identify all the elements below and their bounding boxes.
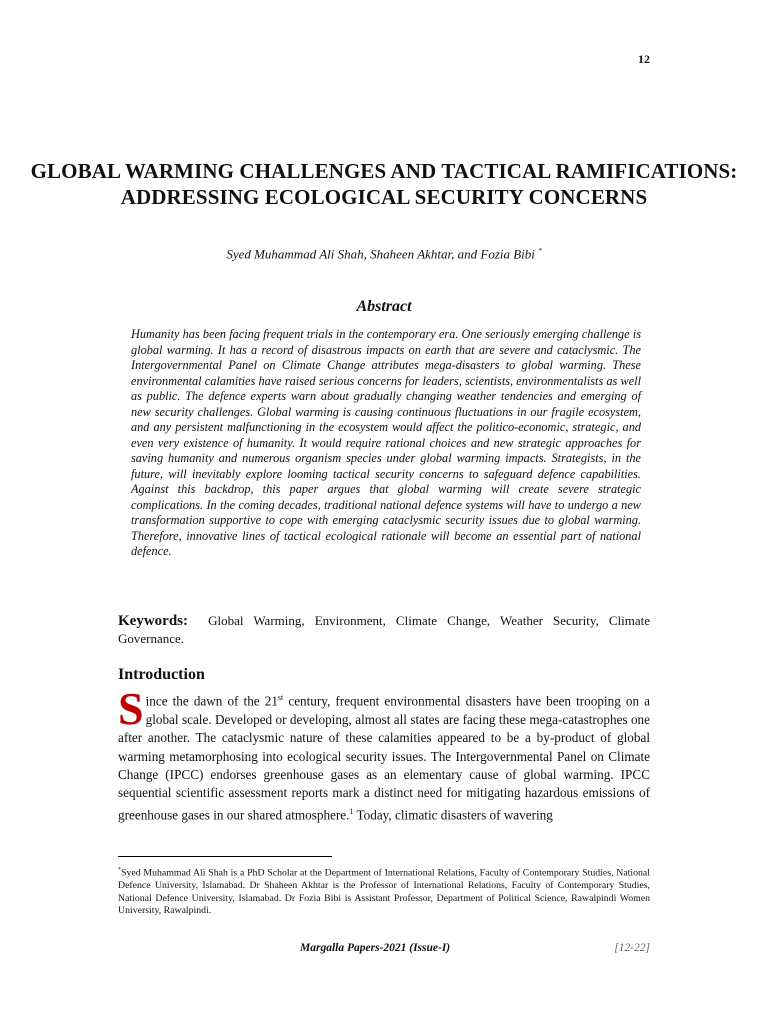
introduction-heading: Introduction xyxy=(118,666,205,683)
footnote-ref-1: 1 xyxy=(349,806,354,816)
intro-text-1: ince the dawn of the 21 xyxy=(145,693,278,709)
keywords-label: Keywords: xyxy=(118,613,188,629)
paper-title: GLOBAL WARMING CHALLENGES AND TACTICAL RAMIFICATIONS: ADDRESSING ECOLOGICAL SECURITY CONCERNS xyxy=(30,159,738,209)
keywords xyxy=(118,612,650,648)
footnote-text: Syed Muhammad Ali Shah is a PhD Scholar at the Department of International Relations, Faculty of Contemporary Studies, National Defence University, Islamabad. Dr Shaheen Akhtar is the Professor of International Relations, Faculty of Contemporary Studies, National Defence University, Islamabad. Dr Fozia Bibi is Assistant Professor, Department of Political Science, Rawalpindi Women University, Rawalpindi. xyxy=(118,867,650,917)
footnote-divider xyxy=(118,856,332,857)
author-note-mark: * xyxy=(538,247,542,255)
abstract-heading: Abstract xyxy=(356,298,412,315)
abstract-text: Humanity has been facing frequent trials in the contemporary era. One seriously emerging challenge is global warming. It has a record of disastrous impacts on earth that are severe and cataclysmic. The Intergovernmental Panel on Climate Change attributes mega-disasters to global warming. These environmental calamities have raised serious concerns for leaders, scientists, environmentalists as well as public. The defence experts warn about gradually changing weather tendencies and emerging of new security challenges. Global warming is causing continuous fluctuations in our fragile ecosystem, and any persistent malfunctioning in the ecosystem would affect the politico-economic, strategic, and even very existence of humanity. It would require rational choices and new strategic approaches for saving humanity and numerous organism species under global warming impacts. Strategists, in the future, will inevitably explore looming tactical security concerns to safeguard defence capabilities. Against this backdrop, this paper argues that global warming will create severe strategic complications. In the coming decades, traditional national defence systems will have to undergo a new transformation supportive to cope with emerging cataclysmic security issues due to global warming. Therefore, innovative lines of tactical ecological rationale will become an essential part of national defence. xyxy=(131,327,641,558)
introduction-paragraph xyxy=(118,683,650,825)
page-range: [12-22] xyxy=(614,942,650,954)
keywords-text: Global Warming, Environment, Climate Change, Weather Security, Climate Governance. xyxy=(118,613,651,646)
authors xyxy=(0,242,768,263)
intro-text-3: Today, climatic disasters of wavering xyxy=(353,807,553,823)
journal-name: Margalla Papers-2021 (Issue-I) xyxy=(300,942,451,954)
superscript-st: st xyxy=(277,693,284,702)
footnote-mark: * xyxy=(118,867,121,873)
drop-cap: S xyxy=(118,683,144,734)
page-number: 12 xyxy=(638,52,650,66)
author-names: Syed Muhammad Ali Shah, Shaheen Akhtar, and Fozia Bibi xyxy=(226,246,535,262)
footnote xyxy=(118,864,650,918)
intro-text-2: century, frequent environmental disasters have been trooping on a global scale. Developed or developing, almost all states are facing these mega-catastrophes one after another. The cataclysmic nature of these calamities appeared to be a by-product of global warming metamorphosing into ecological security issues. The Intergovernmental Panel on Climate Change (IPCC) endorses greenhouse gases as an elementary cause of global warming. IPCC sequential scientific assessment reports mark a distinct need for mitigating hazardous emissions of greenhouse gases in our shared atmosphere. xyxy=(118,693,650,823)
